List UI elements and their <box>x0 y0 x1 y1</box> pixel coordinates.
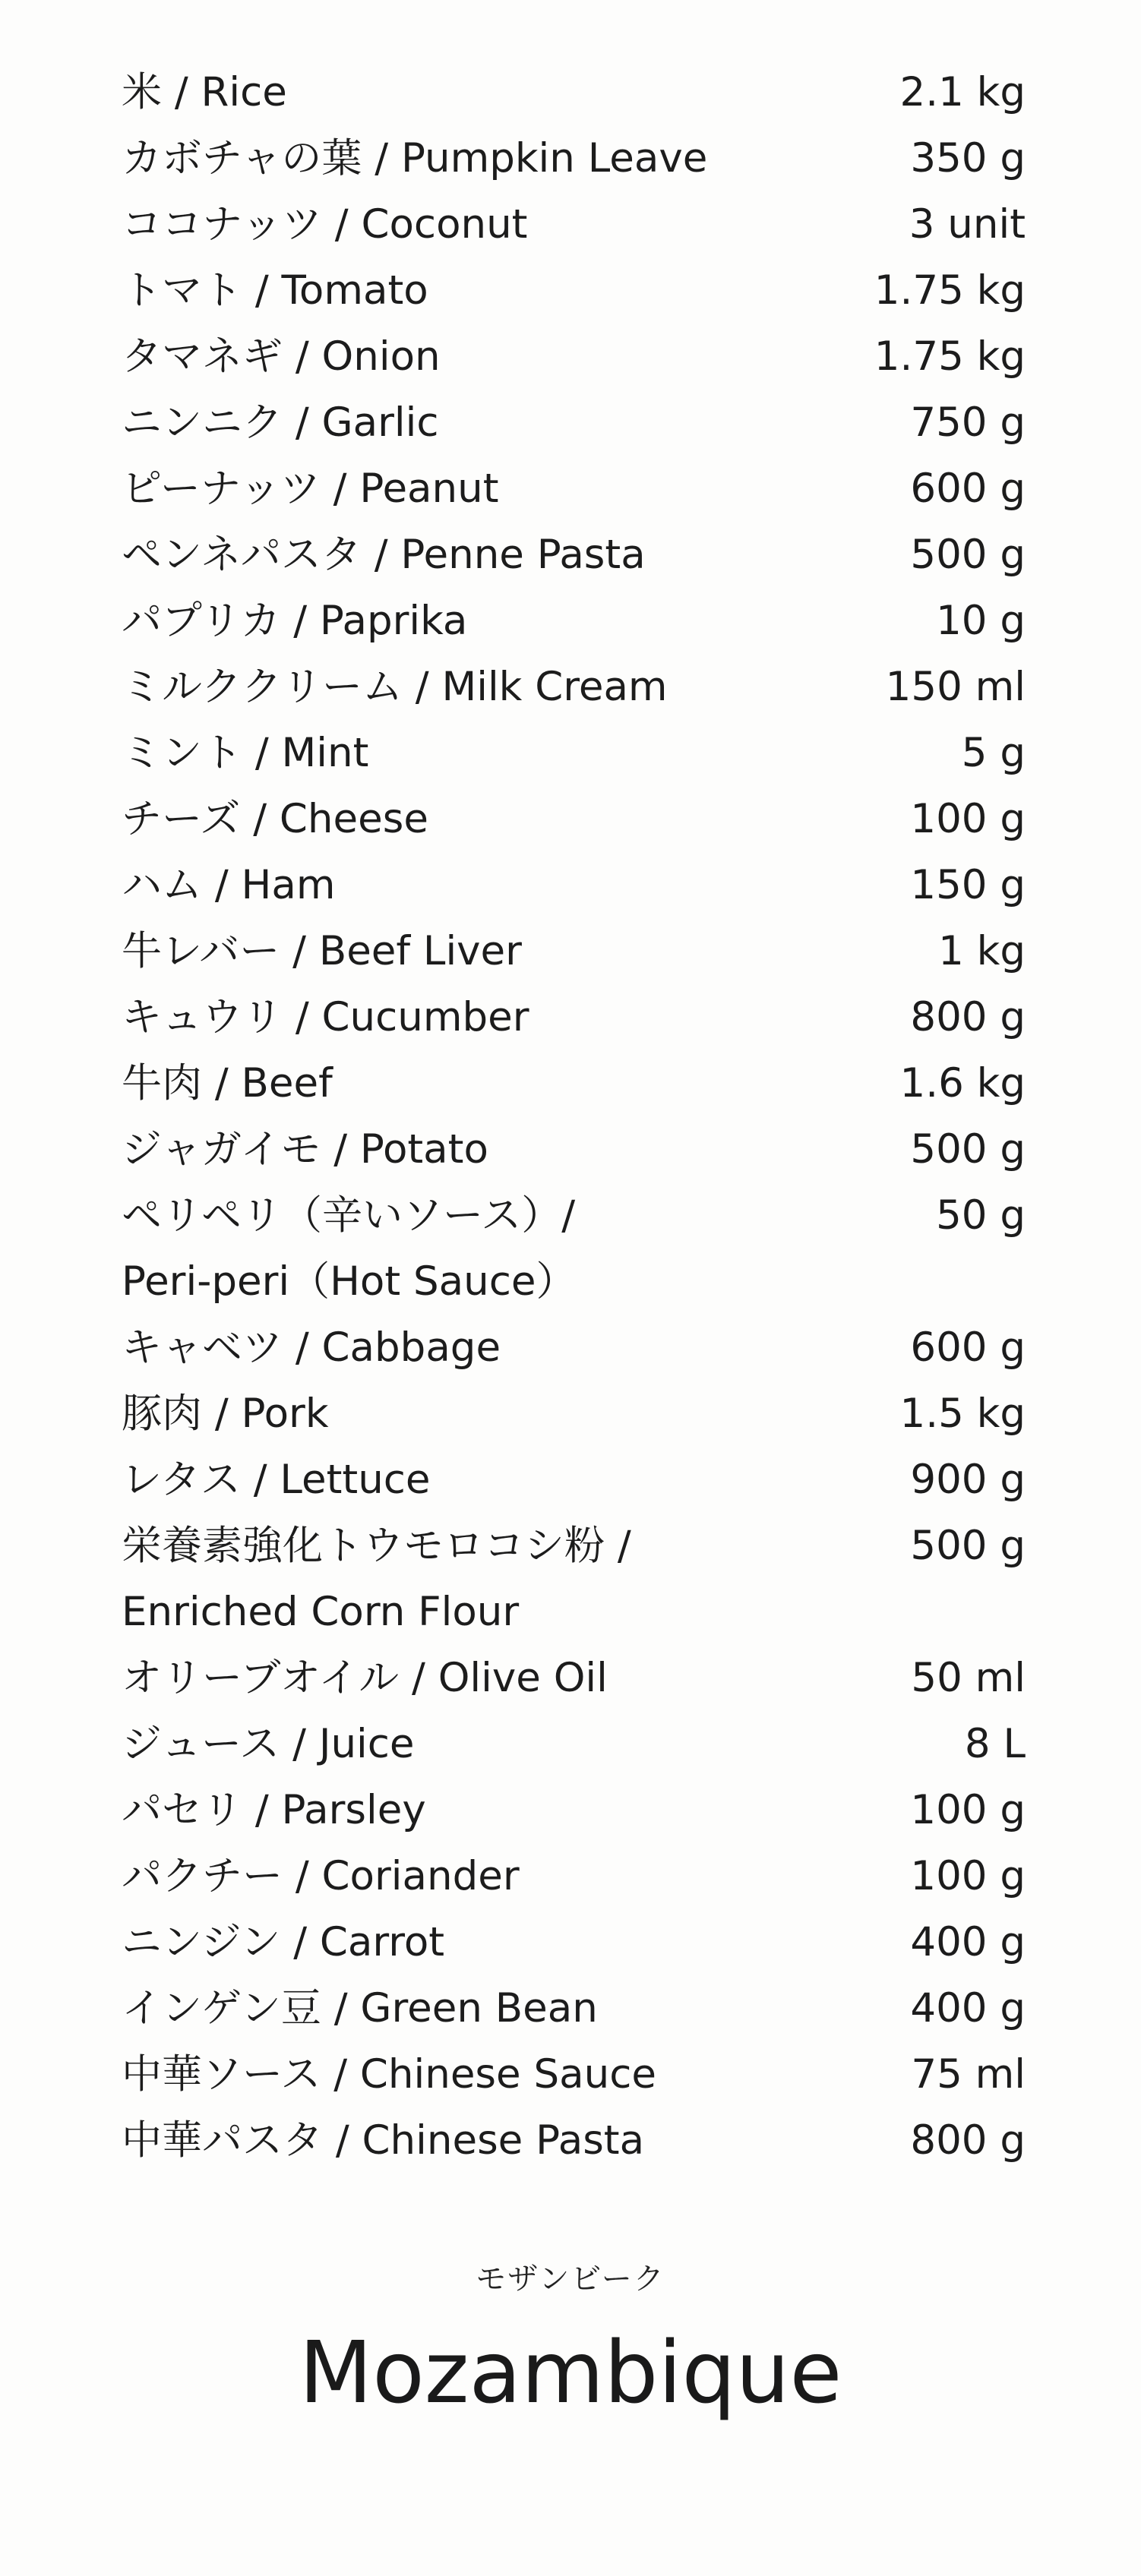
ingredient-quantity: 50 g <box>936 1192 1026 1239</box>
ingredient-row <box>122 588 1026 654</box>
ingredient-row <box>122 786 1026 852</box>
ingredient-name-line: チーズ / Cheese <box>122 796 428 842</box>
ingredient-quantity: 1.5 kg <box>899 1391 1026 1437</box>
ingredient-quantity: 100 g <box>910 1853 1026 1899</box>
ingredient-name-line: ニンジン / Carrot <box>122 1919 445 1965</box>
ingredient-quantity: 1 kg <box>938 928 1026 974</box>
ingredient-quantity: 500 g <box>910 1126 1026 1173</box>
ingredient-quantity: 100 g <box>910 1787 1026 1833</box>
ingredient-name-line: キャベツ / Cabbage <box>122 1324 501 1371</box>
ingredient-name-line: 栄養素強化トウモロコシ粉 / <box>122 1523 631 1569</box>
ingredient-name-line: ペリペリ（辛いソース）/ <box>122 1192 576 1239</box>
ingredient-quantity: 400 g <box>910 1985 1026 2031</box>
ingredient-row <box>122 1711 1026 1777</box>
ingredient-name-line: ジャガイモ / Potato <box>122 1126 488 1173</box>
ingredient-quantity: 3 unit <box>909 201 1026 248</box>
ingredient-row <box>122 720 1026 786</box>
ingredient-name <box>122 1381 805 1447</box>
ingredient-quantity: 350 g <box>910 135 1026 182</box>
ingredient-row <box>122 257 1026 324</box>
ingredient-quantity: 900 g <box>910 1457 1026 1503</box>
ingredient-name <box>122 59 805 125</box>
ingredient-row <box>122 390 1026 456</box>
ingredient-quantity: 75 ml <box>911 2051 1026 2098</box>
ingredient-name <box>122 1909 805 1975</box>
ingredient-name-line: ハム / Ham <box>122 862 336 908</box>
ingredient-row <box>122 1116 1026 1182</box>
ingredient-row <box>122 1975 1026 2041</box>
ingredient-name-line: Enriched Corn Flour <box>122 1589 520 1635</box>
ingredient-row <box>122 125 1026 191</box>
ingredient-row <box>122 984 1026 1050</box>
country-kana: モザンビーク <box>476 2262 665 2297</box>
ingredient-quantity: 500 g <box>910 1523 1026 1569</box>
ingredient-name-line: パクチー / Coriander <box>122 1853 520 1899</box>
ingredient-row <box>122 2107 1026 2174</box>
ingredient-name-line: 牛肉 / Beef <box>122 1060 333 1106</box>
ingredient-name-line: レタス / Lettuce <box>122 1457 431 1503</box>
ingredient-quantity: 1.6 kg <box>899 1060 1026 1106</box>
ingredient-name <box>122 1050 805 1116</box>
ingredient-name <box>122 720 805 786</box>
ingredient-name-line: ニンニク / Garlic <box>122 399 439 446</box>
ingredient-name <box>122 324 805 390</box>
ingredient-name <box>122 588 805 654</box>
ingredient-name <box>122 522 805 588</box>
ingredient-row <box>122 456 1026 522</box>
ingredient-name <box>122 390 805 456</box>
ingredient-quantity: 2.1 kg <box>899 69 1026 115</box>
ingredient-name-line: 中華パスタ / Chinese Pasta <box>122 2117 645 2164</box>
ingredient-quantity: 750 g <box>910 399 1026 446</box>
ingredient-name-line: タマネギ / Onion <box>122 333 441 380</box>
ingredient-row <box>122 654 1026 720</box>
ingredient-name <box>122 1116 805 1182</box>
ingredient-name-line: ミント / Mint <box>122 730 369 776</box>
ingredient-name <box>122 1447 805 1513</box>
ingredient-name-line: ペンネパスタ / Penne Pasta <box>122 532 646 578</box>
ingredient-name <box>122 2041 805 2107</box>
ingredient-quantity: 1.75 kg <box>874 333 1026 380</box>
ingredient-name <box>122 1777 805 1843</box>
ingredient-name <box>122 1182 805 1315</box>
ingredient-quantity: 150 g <box>910 862 1026 908</box>
ingredient-name-line: 豚肉 / Pork <box>122 1391 329 1437</box>
ingredient-name-line: 米 / Rice <box>122 69 287 115</box>
country-name: Mozambique <box>299 2324 842 2423</box>
ingredient-name <box>122 918 805 984</box>
ingredient-name <box>122 852 805 918</box>
ingredient-name-line: カボチャの葉 / Pumpkin Leave <box>122 135 708 182</box>
ingredient-row <box>122 1182 1026 1315</box>
ingredient-quantity: 100 g <box>910 796 1026 842</box>
ingredient-name <box>122 1315 805 1381</box>
ingredient-quantity: 800 g <box>910 994 1026 1040</box>
ingredient-name <box>122 456 805 522</box>
ingredient-row <box>122 1909 1026 1975</box>
ingredient-name-line: オリーブオイル / Olive Oil <box>122 1655 608 1701</box>
ingredient-quantity: 600 g <box>910 466 1026 512</box>
ingredient-row <box>122 1447 1026 1513</box>
ingredient-quantity: 800 g <box>910 2117 1026 2164</box>
ingredient-row <box>122 59 1026 125</box>
ingredient-name <box>122 257 805 324</box>
ingredient-name <box>122 1711 805 1777</box>
ingredient-name <box>122 191 805 257</box>
ingredient-name-line: キュウリ / Cucumber <box>122 994 529 1040</box>
ingredient-quantity: 1.75 kg <box>874 267 1026 314</box>
ingredient-row <box>122 918 1026 984</box>
ingredient-row <box>122 2041 1026 2107</box>
ingredient-row <box>122 191 1026 257</box>
ingredient-name-line: ジュース / Juice <box>122 1721 415 1767</box>
ingredient-quantity: 50 ml <box>911 1655 1026 1701</box>
ingredient-list <box>122 59 1026 2174</box>
ingredient-name-line: 牛レバー / Beef Liver <box>122 928 522 974</box>
ingredient-row <box>122 324 1026 390</box>
ingredient-quantity: 5 g <box>961 730 1026 776</box>
ingredient-name-line: インゲン豆 / Green Bean <box>122 1985 598 2031</box>
ingredient-quantity: 600 g <box>910 1324 1026 1371</box>
ingredient-row <box>122 1315 1026 1381</box>
ingredient-name <box>122 1645 805 1711</box>
ingredient-name <box>122 654 805 720</box>
ingredient-row <box>122 1777 1026 1843</box>
ingredient-quantity: 500 g <box>910 532 1026 578</box>
ingredient-name <box>122 984 805 1050</box>
ingredient-name-line: ピーナッツ / Peanut <box>122 466 499 512</box>
ingredient-name-line: トマト / Tomato <box>122 267 428 314</box>
ingredient-name-line: パセリ / Parsley <box>122 1787 426 1833</box>
ingredient-name-line: Peri-peri（Hot Sauce） <box>122 1258 577 1305</box>
ingredient-quantity: 10 g <box>936 598 1026 644</box>
ingredient-quantity: 400 g <box>910 1919 1026 1965</box>
ingredient-name <box>122 125 805 191</box>
ingredient-row <box>122 852 1026 918</box>
ingredient-name-line: パプリカ / Paprika <box>122 598 468 644</box>
ingredient-row <box>122 1050 1026 1116</box>
ingredient-row <box>122 1843 1026 1909</box>
ingredient-name <box>122 1843 805 1909</box>
ingredient-name <box>122 1513 805 1645</box>
ingredient-name <box>122 2107 805 2174</box>
ingredient-row <box>122 1645 1026 1711</box>
ingredient-row <box>122 1513 1026 1645</box>
ingredient-name-line: ミルククリーム / Milk Cream <box>122 664 668 710</box>
ingredient-quantity: 150 ml <box>885 664 1026 710</box>
ingredient-name-line: 中華ソース / Chinese Sauce <box>122 2051 656 2098</box>
ingredient-name-line: ココナッツ / Coconut <box>122 201 528 248</box>
ingredient-quantity: 8 L <box>964 1721 1026 1767</box>
ingredient-name <box>122 786 805 852</box>
ingredient-name <box>122 1975 805 2041</box>
ingredient-row <box>122 522 1026 588</box>
ingredient-row <box>122 1381 1026 1447</box>
